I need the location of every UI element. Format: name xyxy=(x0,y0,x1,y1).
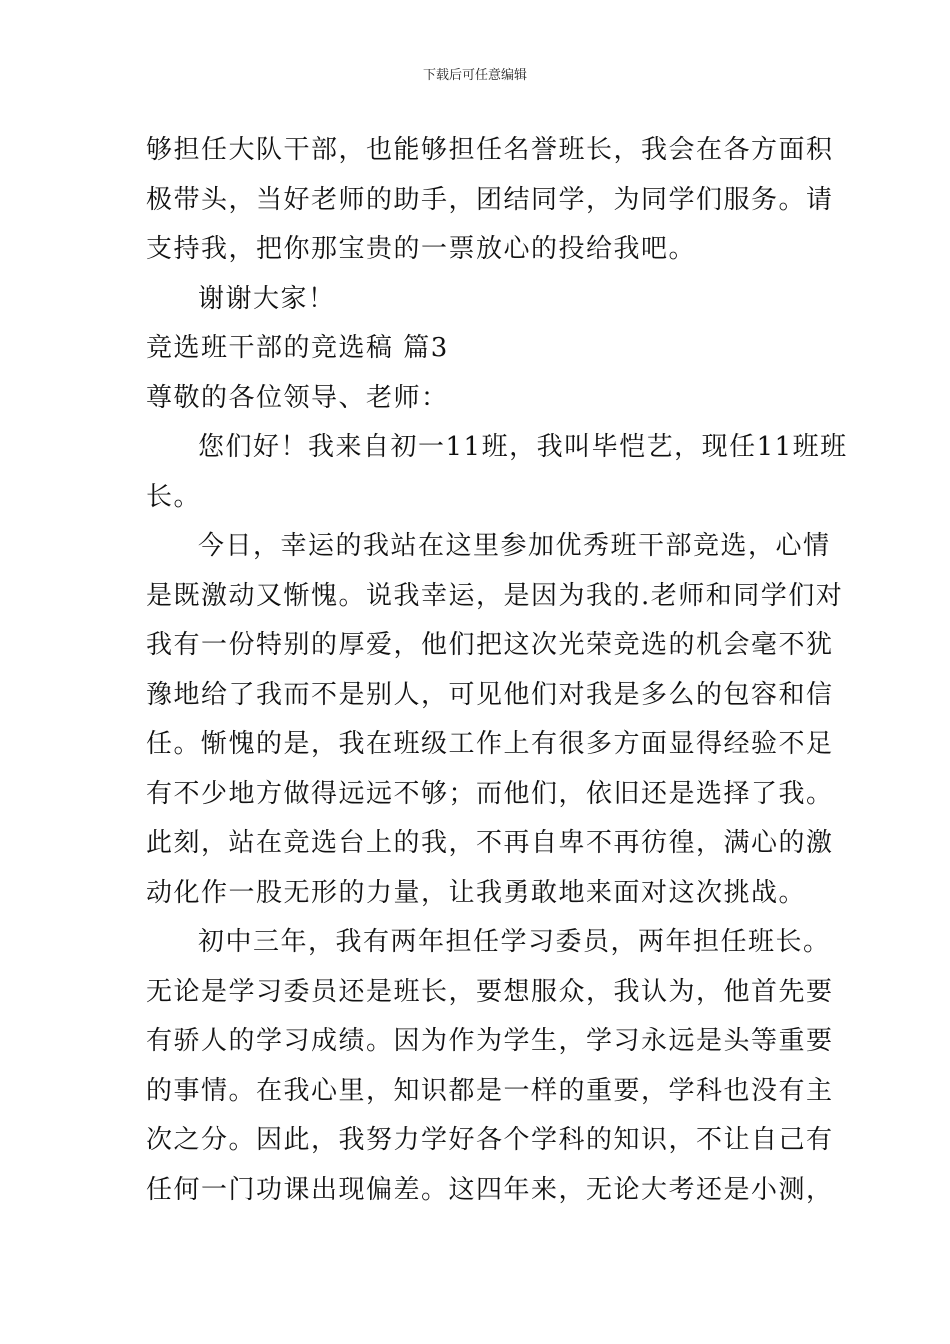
text-line: 够担任大队干部，也能够担任名誉班长，我会在各方面积 xyxy=(146,135,834,165)
text-line: 长。 xyxy=(146,481,202,512)
text-line: 次之分。因此，我努力学好各个学科的知识，不让自己有 xyxy=(146,1125,834,1155)
text-line: 豫地给了我而不是别人，可见他们对我是多么的包容和信 xyxy=(146,679,834,710)
text-line: 有不少地方做得远远不够；而他们，依旧还是选择了我。 xyxy=(146,778,834,809)
text-line: 是既激动又惭愧。说我幸运，是因为我的.老师和同学们对 xyxy=(146,580,844,611)
text-line: 无论是学习委员还是班长，要想服众，我认为，他首先要 xyxy=(146,976,834,1007)
text-line: 的事情。在我心里，知识都是一样的重要，学科也没有主 xyxy=(146,1075,834,1106)
text-line: 我有一份特别的厚爱，他们把这次光荣竞选的机会毫不犹 xyxy=(146,630,834,660)
text-line: 尊敬的各位领导、老师： xyxy=(146,382,449,413)
text-line: 任。惭愧的是，我在班级工作上有很多方面显得经验不足 xyxy=(146,729,834,759)
text-line: 初中三年，我有两年担任学习委员，两年担任班长。 xyxy=(198,927,831,957)
text-line: 有骄人的学习成绩。因为作为学生，学习永远是头等重要 xyxy=(146,1026,834,1056)
text-line: 任何一门功课出现偏差。这四年来，无论大考还是小测， xyxy=(146,1174,834,1205)
text-line: 竞选班干部的竞选稿 篇3 xyxy=(146,333,449,363)
text-line: 动化作一股无形的力量，让我勇敢地来面对这次挑战。 xyxy=(146,877,807,908)
text-line: 今日，幸运的我站在这里参加优秀班干部竞选，心情 xyxy=(198,531,831,561)
page-header-note: 下载后可任意编辑 xyxy=(422,68,527,83)
text-line: 您们好！我来自初一11班，我叫毕恺艺，现任11班班 xyxy=(198,432,848,462)
text-line: 谢谢大家！ xyxy=(198,283,336,314)
text-line: 支持我，把你那宝贵的一票放心的投给我吧。 xyxy=(146,234,697,264)
document-body xyxy=(146,126,848,1215)
text-line: 极带头，当好老师的助手，团结同学，为同学们服务。请 xyxy=(146,184,834,215)
text-line: 此刻，站在竞选台上的我，不再自卑不再彷徨，满心的激 xyxy=(146,828,834,858)
